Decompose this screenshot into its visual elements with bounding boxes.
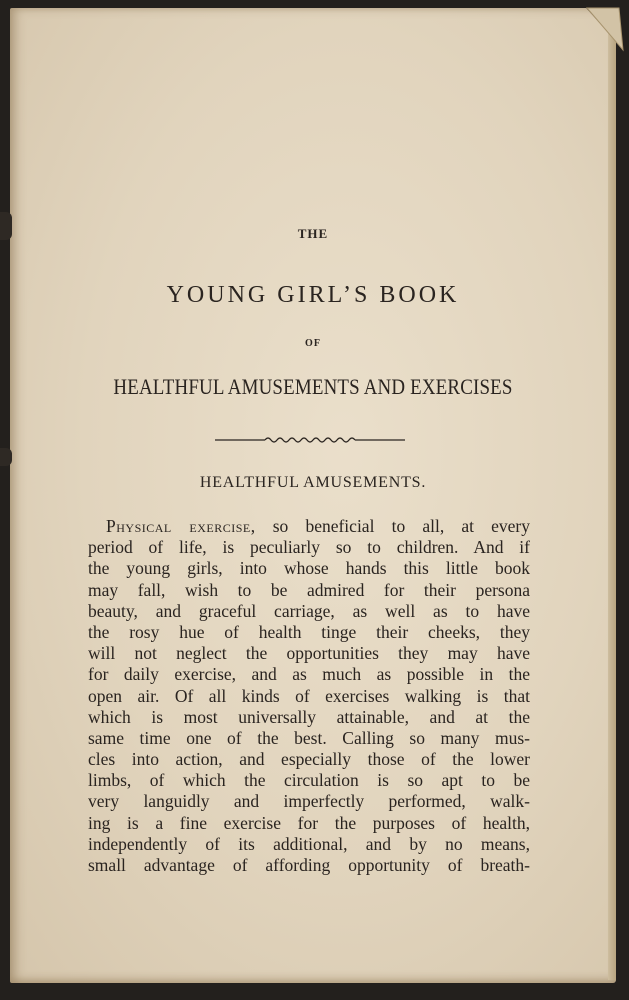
paragraph-line: the rosy hue of health tinge their cheeks, they xyxy=(88,621,530,642)
book-subtitle: HEALTHFUL AMUSEMENTS AND EXERCISES xyxy=(113,374,513,399)
paragraph-line: period of life, is peculiarly so to children. And if xyxy=(88,537,530,558)
paragraph-line: small advantage of affording opportunity of breath- xyxy=(88,855,530,875)
book-title: YOUNG GIRL’S BOOK xyxy=(166,282,460,308)
paragraph-line: ing is a fine exercise for the purposes of health, xyxy=(88,812,530,833)
paragraph-line: which is most universally attainable, and at the xyxy=(88,706,530,727)
lead-rest: so beneficial to all, at every xyxy=(255,516,530,536)
body-paragraph xyxy=(88,516,530,876)
paragraph-line: very languidly and imperfectly performed, walk- xyxy=(88,791,530,812)
section-heading: HEALTHFUL AMUSEMENTS. xyxy=(199,474,427,491)
paragraph-line: beauty, and graceful carriage, as well as to have xyxy=(88,600,530,621)
title-article: THE xyxy=(297,226,329,241)
paragraph-line: open air. Of all kinds of exercises walking is that xyxy=(88,685,530,706)
paragraph-line: limbs, of which the circulation is so apt to be xyxy=(88,770,530,791)
folded-corner xyxy=(579,0,629,56)
ornamental-rule xyxy=(215,430,405,450)
paragraph-line: same time one of the best. Calling so many mus- xyxy=(88,727,530,748)
page-edge xyxy=(608,30,616,980)
paragraph-line: will not neglect the opportunities they may have xyxy=(88,643,530,664)
paragraph-line: the young girls, into whose hands this little book xyxy=(88,558,530,579)
title-preposition: OF xyxy=(305,338,321,349)
lead-smallcaps: Physical exercise, xyxy=(106,516,256,536)
paragraph-line: for daily exercise, and as much as possible in the xyxy=(88,664,530,685)
paragraph-line: independently of its additional, and by no means, xyxy=(88,833,530,854)
paragraph-line: cles into action, and especially those of the lower xyxy=(88,749,530,770)
paragraph-line xyxy=(88,516,530,537)
binding-hole xyxy=(0,448,12,466)
paragraph-line: may fall, wish to be admired for their persona xyxy=(88,579,530,600)
